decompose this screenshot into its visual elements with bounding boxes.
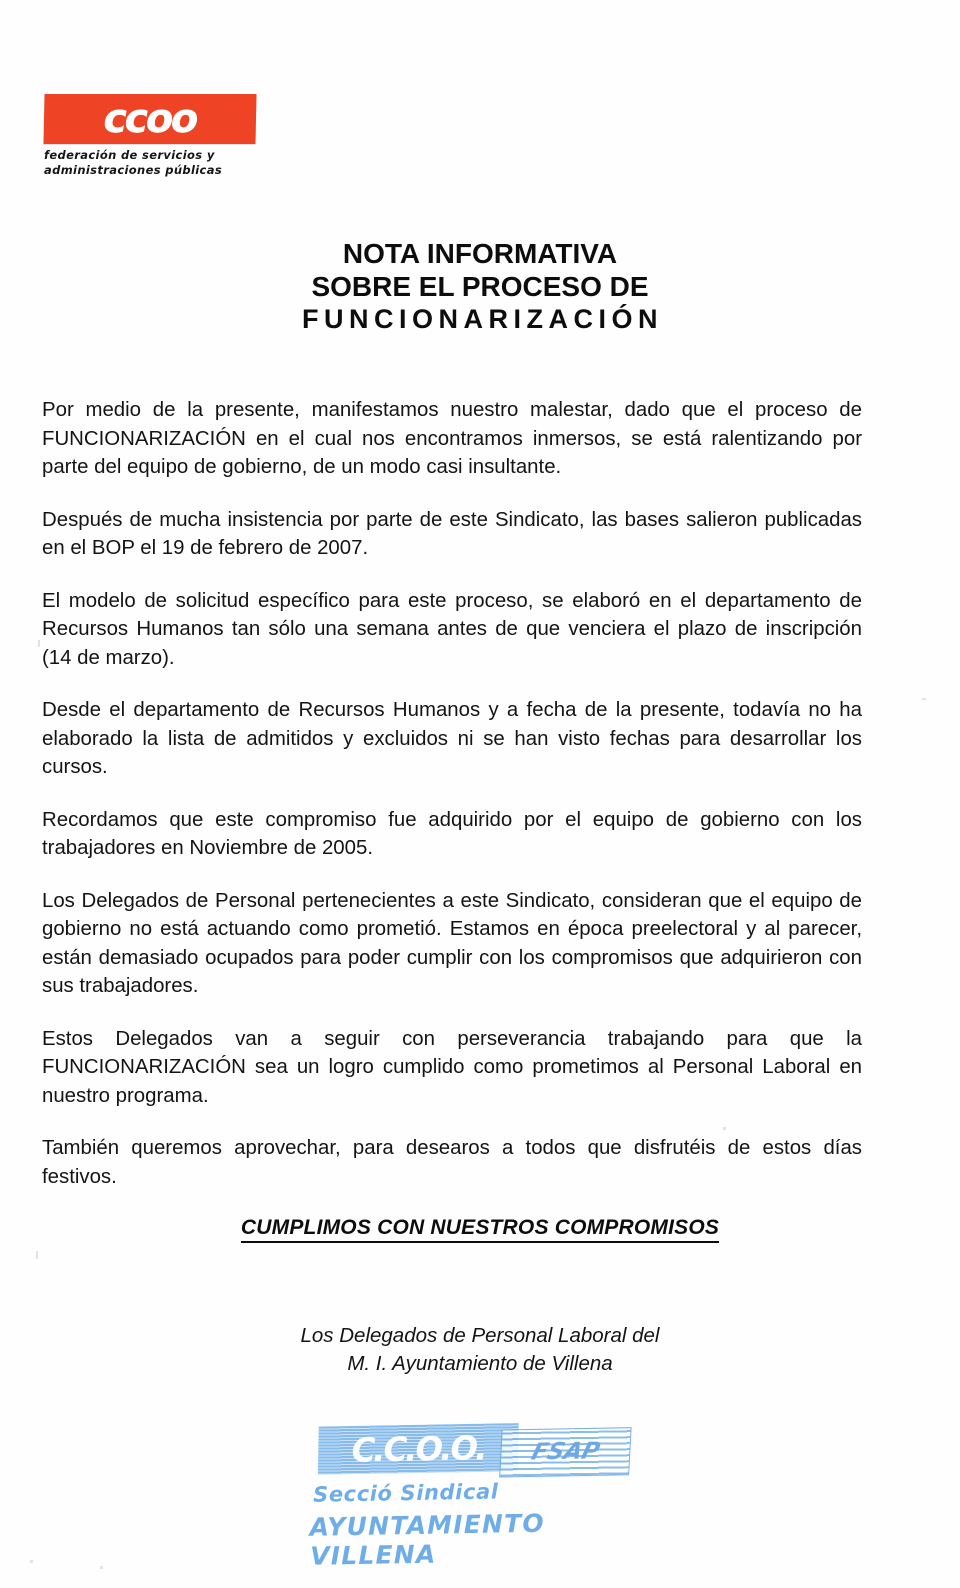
union-rubber-stamp [304, 1415, 636, 1571]
paragraph-3: El modelo de solicitud específico para este proceso, se elaboró en el departamento de Recursos Humanos tan sólo una semana antes de que venciera el plazo de inscripción (14 de marzo). [42, 589, 862, 669]
scan-speckle [100, 1566, 103, 1569]
stamp-line-ayuntamiento: AYUNTAMIENTO VILLENA [309, 1508, 546, 1571]
stamp-wordmark: C.C.O.O. [348, 1428, 489, 1470]
ccoo-logo [44, 94, 256, 177]
slogan-text: CUMPLIMOS CON NUESTROS COMPROMISOS [241, 1216, 719, 1243]
stamp-fsap-badge [499, 1427, 631, 1477]
document-title [0, 237, 960, 336]
ccoo-logo-wordmark: ccoo [99, 96, 201, 142]
scan-speckle [36, 1251, 38, 1259]
paragraph-4: Desde el departamento de Recursos Humanos y a fecha de la presente, todavía no ha elaborado la lista de admitidos y excluidos ni se han visto fechas para desarrollar los cursos. [42, 699, 862, 778]
paragraph-6: Los Delegados de Personal pertenecientes a este Sindicato, consideran que el equipo de gobierno no está actuando como prometió. Estamos en época preelectoral y al parecer, están demasiado ocupados para poder cumplir con los compromisos que adquirieron con sus trabajadores. [42, 889, 862, 997]
stamp-fsap-text: FSAP [528, 1438, 603, 1466]
document-body [42, 396, 862, 1191]
paragraph-1: Por medio de la presente, manifestamos nuestro malestar, dado que el proceso de FUNCIONARIZACIÓN en el cual nos encontramos inmersos, se está ralentizando por parte del equipo de gobierno, de un modo casi insultante. [42, 399, 862, 478]
title-line-3: FUNCIONARIZACIÓN [302, 304, 663, 334]
ccoo-logo-federation-line2: administraciones públicas [44, 162, 223, 177]
slogan [0, 1216, 960, 1240]
signature-block [0, 1322, 960, 1378]
scan-speckle [38, 640, 40, 647]
ccoo-logo-red-banner [43, 94, 256, 144]
signature-line-1: Los Delegados de Personal Laboral del [300, 1324, 660, 1347]
title-line-2: SOBRE EL PROCESO DE [311, 271, 649, 302]
title-line-1: NOTA INFORMATIVA [342, 238, 618, 269]
scan-speckle [922, 698, 926, 700]
paragraph-7: Estos Delegados van a seguir con perseverancia trabajando para que la FUNCIONARIZACIÓN sea un logro cumplido como prometimos al Personal Laboral en nuestro programa. [42, 1027, 862, 1107]
scan-speckle [30, 1560, 33, 1563]
paragraph-5: Recordamos que este compromiso fue adquirido por el equipo de gobierno con los trabajadores en Noviembre de 2005. [42, 808, 862, 859]
ccoo-logo-federation-line1: federación de servicios y [44, 148, 215, 162]
paragraph-8: También queremos aprovechar, para desearos a todos que disfrutéis de estos días festivos. [42, 1137, 862, 1188]
scan-speckle [723, 1127, 726, 1130]
paragraph-2: Después de mucha insistencia por parte de este Sindicato, las bases salieron publicadas en el BOP el 19 de febrero de 2007. [42, 508, 862, 559]
stamp-banner [318, 1423, 519, 1475]
stamp-line-seccio-sindical: Secció Sindical [312, 1479, 499, 1507]
signature-line-2: M. I. Ayuntamiento de Villena [347, 1352, 613, 1375]
